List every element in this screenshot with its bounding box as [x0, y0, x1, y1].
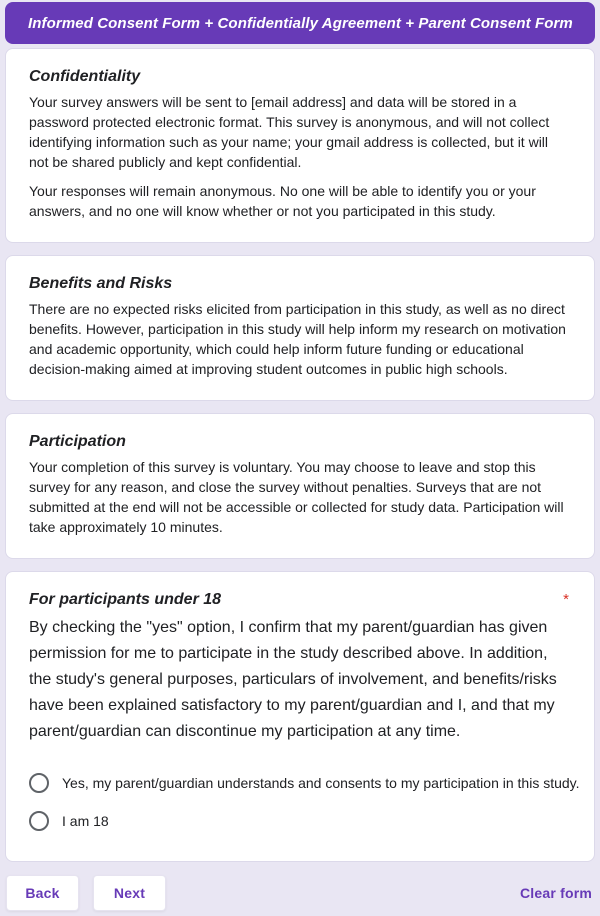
radio-option-label: I am 18 — [62, 813, 109, 829]
form-title: Informed Consent Form + Confidentially Agreement + Parent Consent Form — [28, 14, 573, 32]
section-text-confidentiality — [29, 92, 571, 221]
radio-option-i-am-18[interactable] — [29, 802, 571, 840]
section-heading-participation: Participation — [29, 433, 126, 450]
radio-option-yes-consent[interactable] — [29, 764, 580, 802]
question-heading-under-18: For participants under 18 — [29, 591, 222, 608]
required-asterisk: * — [563, 591, 569, 608]
section-card-benefits-risks — [5, 255, 595, 401]
section-text-benefits-risks — [29, 299, 571, 379]
section-text-participation — [29, 457, 571, 537]
section-heading-confidentiality: Confidentiality — [29, 68, 141, 85]
radio-unselected-icon[interactable] — [29, 811, 49, 831]
section-paragraph: There are no expected risks elicited from participation in this study, as well as no direct benefits. However, participation in this study will help inform my research on motivation and academic opportunity, which could help inform future funding or educational decision-making aimed at improving student outcomes in public high schools. — [29, 301, 566, 377]
section-heading-benefits-risks: Benefits and Risks — [29, 275, 173, 292]
section-paragraph: Your completion of this survey is voluntary. You may choose to leave and stop this survey for any reason, and close the survey without penalties. Surveys that are not submitted at the end will not be accessible or collected for study data. Participation will take approximately 10 minutes. — [29, 459, 564, 535]
form-footer — [5, 875, 595, 911]
question-description: By checking the "yes" option, I confirm that my parent/guardian has given permission for me to participate in the study described above. In addition, the study's general purposes, particulars of involvement, and benefits/risks have been explained satisfactory to my parent/guardian and I, and that my parent/guardian can discontinue my participation at any time. — [29, 619, 557, 740]
question-title-row — [29, 589, 571, 615]
next-button[interactable]: Next — [93, 875, 166, 911]
radio-options-group — [29, 764, 580, 840]
form-title-banner — [5, 2, 595, 44]
back-button[interactable]: Back — [6, 875, 79, 911]
section-paragraph: Your responses will remain anonymous. No one will be able to identify you or your answers, and no one will know whether or not you participated in this study. — [29, 183, 536, 219]
section-card-confidentiality — [5, 48, 595, 243]
section-paragraph: Your survey answers will be sent to [email address] and data will be stored in a password protected electronic format. This survey is anonymous, and will not collect identifying information such as your name; your gmail address is collected, but it will not be shared publicly and kept confidential. — [29, 94, 550, 170]
radio-option-label: Yes, my parent/guardian understands and consents to my participation in this study. — [62, 775, 580, 791]
clear-form-link[interactable]: Clear form — [519, 885, 592, 901]
radio-unselected-icon[interactable] — [29, 773, 49, 793]
question-card-under-18 — [5, 571, 595, 862]
section-card-participation — [5, 413, 595, 559]
